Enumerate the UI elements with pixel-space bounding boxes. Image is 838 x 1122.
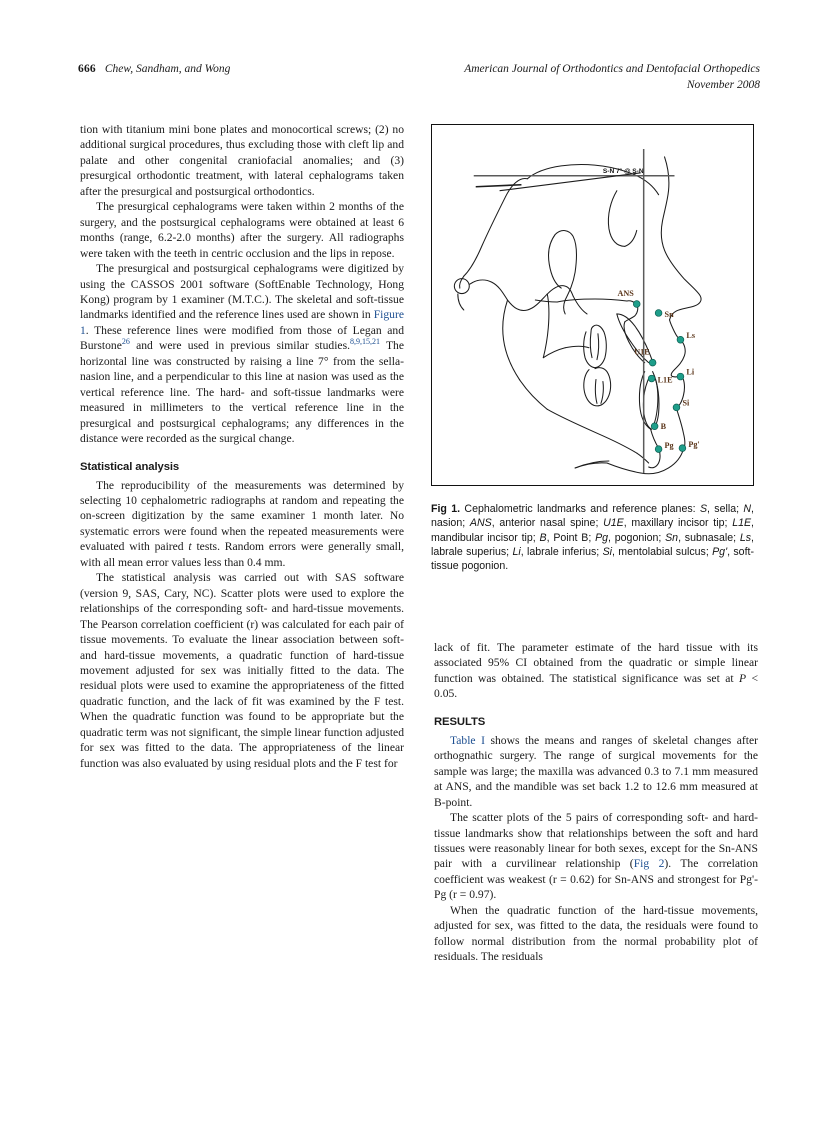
text-run: The horizontal line was constructed by raising a line 7° from the sella-nasion line, and a perpendicular to this line at nasion was used as the vertical reference line. The hard- and soft-tissue landmarks were measured in millimeters to the vertical reference line in the presurgical and postsurgical cephalograms; any differences in the distance were recorded as the surgical change. [80,339,404,446]
landmark-label-Li: Li [686,367,695,377]
paragraph-residuals: When the quadratic function of the hard-tissue movements, adjusted for sex, was fitted to the data, the residuals were found to follow normal distribution from the normal probability plot of residuals. The residuals [434,903,758,964]
caption-text: , nasion; [431,503,754,530]
caption-term-Sn: Sn [665,531,679,544]
landmark-group [617,289,699,452]
reference-lines [474,149,675,473]
hard-tissue-inferior-border [575,461,609,468]
caption-text: , soft-tissue pogonion. [431,545,754,573]
outline-pterygoid-left [549,234,562,288]
caption-term-B: B [539,531,547,544]
paragraph-cephalogram-timing: The presurgical cephalograms were taken within 2 months of the surgery, and the postsurgical cephalograms were obtained at least 6 months (range, 6.2-2.0 months) after the surgery. All radiographs were taken with the teeth in centric occlusion and the lips in repose. [80,200,404,260]
caption-term-L1E: L1E [732,517,752,530]
paragraph-parameter-estimate [434,640,758,702]
soft-tissue-nose-profile [661,157,701,320]
landmark-dot-U1E[interactable] [649,359,656,366]
caption-term-Ls: Ls [739,531,752,544]
landmark-label-Sn: Sn [664,309,674,319]
outline-sella-circle [454,279,469,294]
text-run: tests. Random errors were generally small, with all mean error values less than 0.4 mm. [80,540,404,569]
outline-orbital-rim [608,191,624,247]
landmark-dot-Ls[interactable] [677,336,684,343]
hard-tissue-mandibular-notch [543,348,565,358]
outline-occipital-slope [458,294,464,310]
soft-tissue-upper-lip [671,340,685,377]
text-run: . These reference lines were modified from those of Legan and Burstone [80,323,404,353]
italic-P: P [738,671,747,685]
caption-text: , maxillary incisor tip; [623,517,733,530]
hard-tissue-mandible-anterior [637,453,649,463]
caption-term-N: N [743,503,752,515]
landmark-label-Si: Si [682,398,690,408]
landmark-dot-Sn[interactable] [655,310,662,317]
tooth-lower-incisor-lingual [643,379,651,430]
hard-tissue-mandible-alveolar-ridge [565,346,589,347]
hard-tissue-palatal-plane [557,299,627,302]
soft-tissue-chin-upper [676,408,684,449]
figure-1-caption [431,502,754,573]
caption-text: , mandibular incisor tip; [431,517,754,544]
caption-text: , anterior nasal spine; [491,517,604,530]
text-run: ). The correlation coefficient was weakest (r = 0.62) for Sn-ANS and strongest for Pg'-Pg (r = 0.97). [434,857,758,902]
hard-tissue-gonial-angle [519,380,547,410]
paragraph-statistical-analysis: The statistical analysis was carried out with SAS software (version 9, SAS, Cary, NC). Scatter plots were used to explore the relationships of the corresponding soft- and hard-tissue movements. The Pearson correlation coefficient (r) was calculated for each pair of tissue movements. To evaluate the linear association between soft- and hard-tissue movements, a quadratic function of hard-tissue movement adjusted for sex was initially fitted to the data. The residual plots were used to examine the appropriateness of the fitted quadratic function, and the lack of fit was examined by the F test. When the quadratic function was found to be appropriate but the quadratic term was not significant, the simple linear function adjusted for sex was fitted to the data. The appropriateness of the linear function was also evaluated by using residual plots and the F test for [80,571,404,770]
subheading-results: RESULTS [434,715,486,728]
hard-tissue-mandible-body [547,409,636,453]
hard-tissue-ramus-anterior [543,294,549,358]
caption-text: , pogonion; [608,531,666,544]
running-head-left [78,62,230,77]
left-column [80,122,404,771]
figure-1-crossref[interactable]: Figure 1 [80,308,404,337]
issue-date: November 2008 [686,78,760,91]
soft-tissue-submental [607,463,641,473]
tooth-upper-molar-root [590,332,592,358]
caption-text: , sella; [707,503,744,515]
page-folio: 666 [78,63,96,75]
text-run: shows the means and ranges of skeletal changes after orthognathic surgery. The range of surgical movements for the sample was large; the maxilla was advanced 0.3 to 7.1 mm measured at ANS, and the mandible was set back 1.2 to 12.6 mm measured at B-point. [434,733,759,809]
paragraph-continued: tion with titanium mini bone plates and monocortical screws; (2) no additional surgical procedures, thus excluding those with cleft lip and palate and other congenital craniofacial anomalies; and (3) presurgical orthodontic treatment, with lateral cephalograms taken after the presurgical and postsurgical orthodontics. [80,123,404,198]
paragraph-digitization [80,261,404,446]
outline-cranial-base-1 [470,280,508,300]
landmark-label-Ls: Ls [686,330,696,340]
hard-tissue-palate-post [535,300,557,302]
landmark-label-L1E: L1E [657,375,673,385]
landmark-label-Pg-prime: Pg' [688,440,700,450]
running-head [78,62,760,102]
outline-cranial-base-post [460,276,464,288]
landmark-label-U1E: U1E [634,347,650,357]
reference-marker-8-9-15-21[interactable]: 8,9,15,21 [349,337,380,347]
caption-text: Cephalometric landmarks and reference planes: [460,503,700,515]
landmark-label-ANS: ANS [617,289,634,299]
caption-term-ANS: ANS [469,517,492,530]
landmark-dot-Pg[interactable] [655,446,662,453]
running-head-authors: Chew, Sandham, and Wong [104,63,231,75]
paragraph-reproducibility [80,478,404,571]
cephalometric-tracing [432,125,753,485]
landmark-label-B: B [660,422,666,432]
caption-term-Pg: Pg [595,531,609,544]
outline-cranial-base-2 [508,294,548,310]
paragraph-scatter-plots [434,810,758,903]
landmark-dot-B[interactable] [651,423,658,430]
figure-label: Fig 1. [431,503,461,515]
outline-cranial-posterior [464,178,528,276]
text-run: and were used in previous similar studies. [129,339,350,353]
caption-text: , mentolabial sulcus; [612,545,713,558]
table-1-crossref[interactable]: Table I [450,733,485,747]
landmark-dot-Si[interactable] [673,404,680,411]
subheading-statistical-analysis: Statistical analysis [80,460,180,473]
hard-tissue-b-to-pg [651,429,659,448]
tooth-upper-molar-crown [584,325,607,367]
caption-term-Pg-prime: Pg' [712,545,728,558]
caption-text: , Point B; [546,531,596,544]
tooth-lower-molar-root [595,380,597,404]
caption-text: , labrale superius; [431,531,754,558]
text-run: The reproducibility of the measurements was determined by selecting 10 cephalometric radiographs at random and repeating the on-screen digitization by the same examiner 1 month later. No systematic errors were found when the repeated measurements were evaluated with paired [80,478,404,554]
caption-text: , subnasale; [678,531,740,544]
landmark-dot-Pg-prime[interactable] [679,445,686,452]
running-head-right [464,62,760,93]
caption-term-Li: Li [512,545,521,558]
caption-term-U1E: U1E [603,517,624,530]
landmark-dot-ANS[interactable] [633,301,640,308]
caption-term-S: S [699,503,708,515]
tooth-upper-molar-root-2 [597,334,599,360]
tooth-lower-molar-crown [584,368,611,406]
right-column [434,640,758,965]
text-run: lack of fit. The parameter estimate of the hard tissue with its associated 95% CI obtained from the quadratic or simple linear function was obtained. The statistical significance was set at [434,641,758,685]
outline-orbital-floor [625,230,637,246]
text-run: The presurgical and postsurgical cephalograms were digitized by using the CASSOS 2001 software (SoftEnable Technology, Hong Kong) program by 1 examiner (M.T.C.). The skeletal and soft-tissue landmarks identified and the reference lines used are shown in [80,262,404,322]
italic-t: t [188,540,192,554]
soft-tissue-neck [575,463,607,468]
hard-tissue-ramus-posterior [503,300,520,380]
text-run: The scatter plots of the 5 pairs of corresponding soft- and hard-tissue landmarks show that relationships between the soft and hard tissues were reasonably linear for both sexes, except for the Sn-ANS pair with a curvilinear relationship ( [434,811,758,871]
figure-1-image [431,124,754,486]
caption-term-Si: Si [602,545,612,558]
landmark-label-Pg: Pg [664,441,674,451]
landmark-dot-Li[interactable] [677,373,684,380]
paragraph-table-1-results [434,733,758,810]
reference-line-label: S-N 7° @ S-N [602,167,644,175]
figure-1 [431,124,756,573]
figure-2-crossref[interactable]: Fig 2 [633,857,665,871]
sella-nasion-extension [476,185,522,187]
journal-title: American Journal of Orthodontics and Dentofacial Orthopedics [464,63,760,75]
caption-text: , labrale inferius; [520,545,603,558]
reference-marker-26[interactable]: 26 [121,337,130,347]
landmark-dot-L1E[interactable] [648,375,655,382]
text-run: < 0.05. [434,671,758,701]
tooth-lower-molar-root-2 [601,382,603,404]
